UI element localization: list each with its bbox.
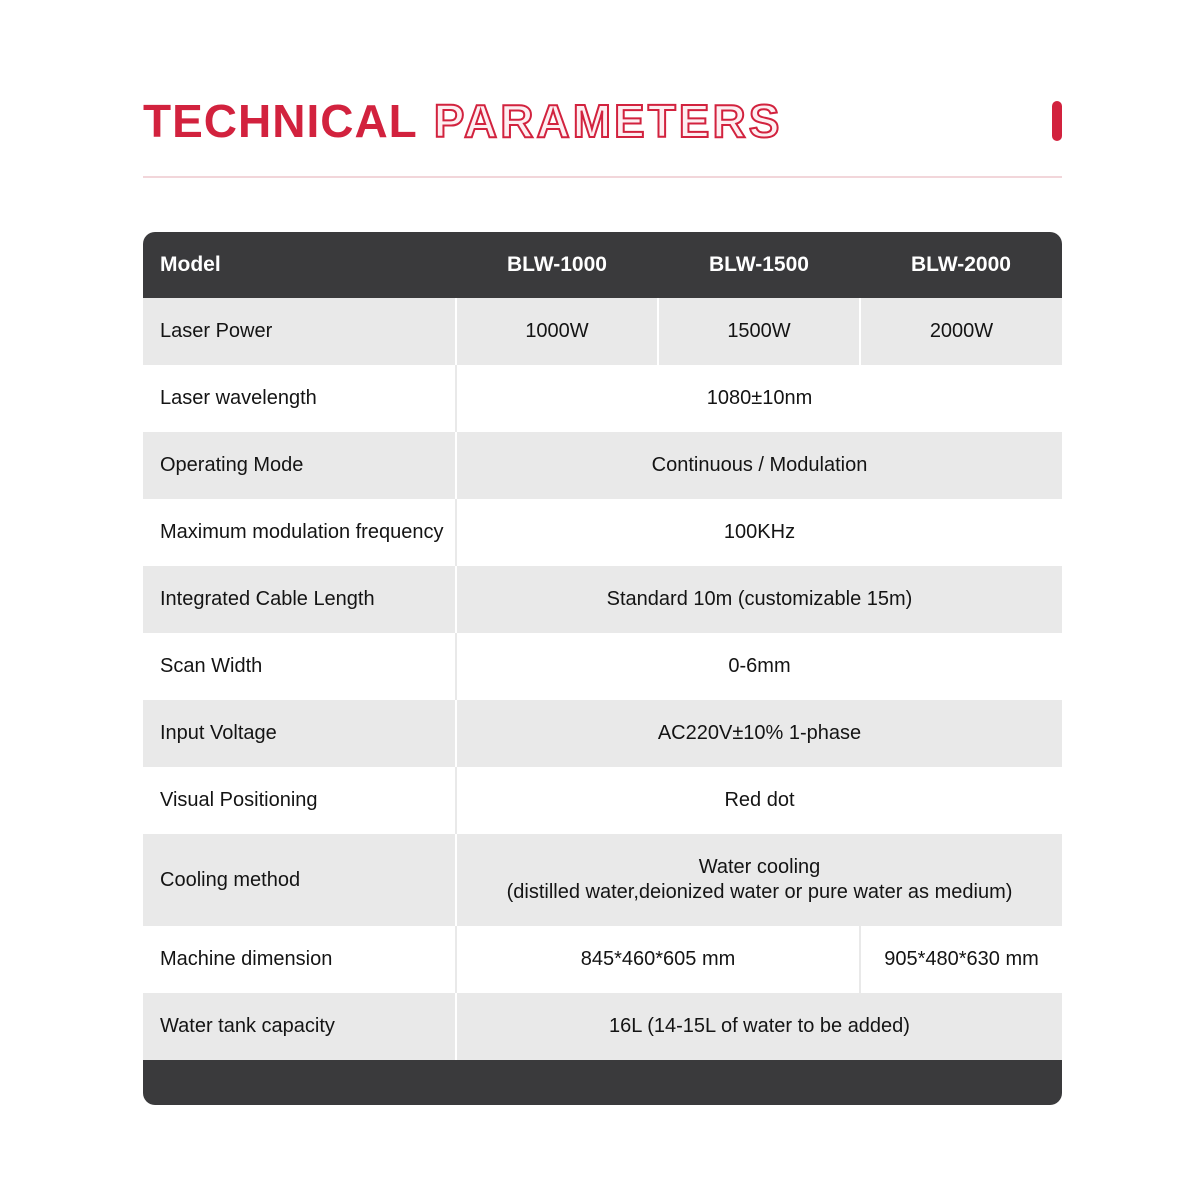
col-header-blw-1000: BLW-1000 [456,232,658,298]
row-label: Laser Power [143,298,456,365]
page-title-primary: TECHNICAL [143,95,418,147]
title-divider [143,176,1062,178]
row-label: Operating Mode [143,432,456,499]
row-label: Cooling method [143,834,456,926]
page-header [143,94,1062,148]
accent-bar [1052,101,1062,141]
spec-table [143,232,1062,1105]
row-label: Integrated Cable Length [143,566,456,633]
cell-value: 1080±10nm [456,365,1062,432]
table-row-operating-mode [143,432,1062,499]
row-label: Visual Positioning [143,767,456,834]
table-row-integrated-cable-length [143,566,1062,633]
cell-value: 845*460*605 mm [456,926,860,993]
cell-value: 16L (14-15L of water to be added) [456,993,1062,1060]
row-label: Machine dimension [143,926,456,993]
cooling-line-1: Water cooling [698,856,821,878]
table-row-laser-power [143,298,1062,365]
cell-value: Red dot [456,767,1062,834]
row-label: Input Voltage [143,700,456,767]
table-row-water-tank-capacity [143,993,1062,1060]
cell-value: AC220V±10% 1-phase [456,700,1062,767]
row-label: Maximum modulation frequency [143,499,456,566]
table-row-input-voltage [143,700,1062,767]
cell-value: 1500W [658,298,860,365]
cell-value: 1000W [456,298,658,365]
cooling-line-2: (distilled water,deionized water or pure water as medium) [506,881,1013,903]
cell-value [456,834,1062,926]
row-label: Scan Width [143,633,456,700]
cell-value: Standard 10m (customizable 15m) [456,566,1062,633]
col-header-blw-1500: BLW-1500 [658,232,860,298]
table-row-visual-positioning [143,767,1062,834]
col-header-blw-2000: BLW-2000 [860,232,1062,298]
cell-value: Continuous / Modulation [456,432,1062,499]
table-row-laser-wavelength [143,365,1062,432]
table-row-scan-width [143,633,1062,700]
table-footer-bar [143,1060,1062,1105]
cell-value: 905*480*630 mm [860,926,1062,993]
table-header-row [143,232,1062,298]
cell-value: 2000W [860,298,1062,365]
cell-value: 100KHz [456,499,1062,566]
cell-value: 0-6mm [456,633,1062,700]
footer-bar [143,1060,1062,1105]
row-label: Water tank capacity [143,993,456,1060]
table-row-max-modulation-frequency [143,499,1062,566]
table-row-machine-dimension [143,926,1062,993]
col-header-model: Model [143,232,456,298]
page-title-secondary: PARAMETERS [433,95,783,147]
page-title [143,94,782,148]
row-label: Laser wavelength [143,365,456,432]
table-row-cooling-method [143,834,1062,926]
